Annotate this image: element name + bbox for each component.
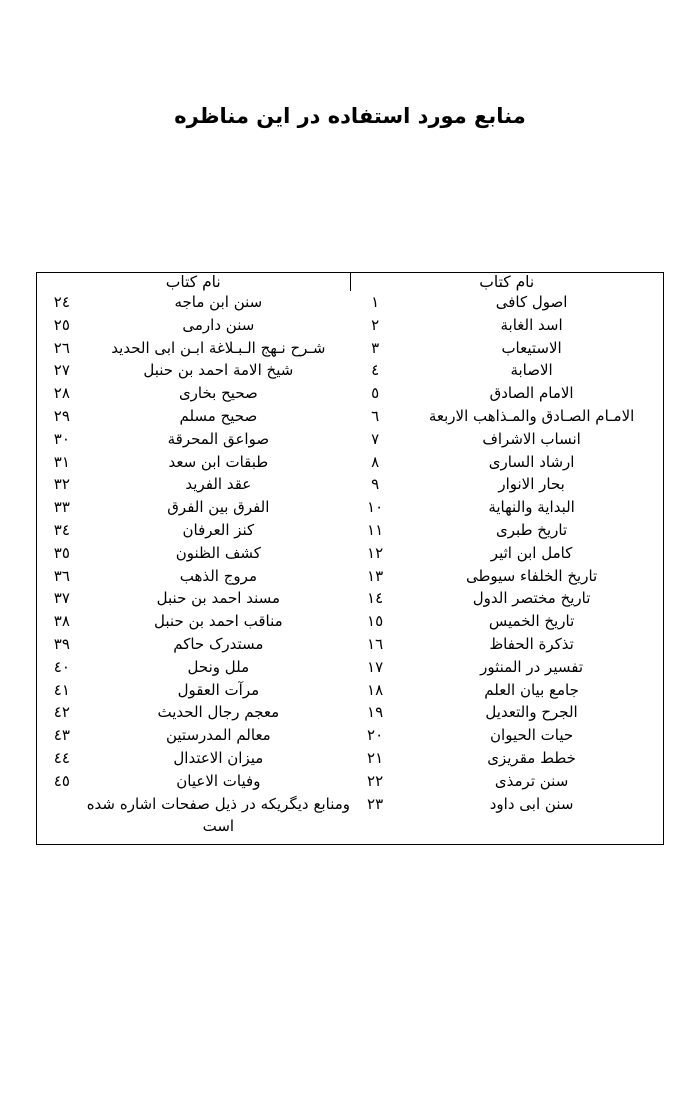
book-name-right: الجرح والتعديل	[485, 703, 578, 722]
book-number-right: ١٧	[367, 657, 384, 676]
book-number-right: ١٩	[367, 703, 384, 722]
column-header-name-right: نام كتاب	[350, 273, 663, 292]
book-name-left: ومنابع ديگريكه در ذيل صفحات اشاره شده است	[86, 794, 351, 836]
spacer-cell	[400, 838, 663, 845]
book-number-right: ٢١	[367, 748, 384, 767]
table-row	[37, 496, 664, 519]
table-row	[37, 473, 664, 496]
book-name-left: ملل ونحل	[187, 657, 250, 676]
book-number-left: ٣٩	[53, 634, 70, 653]
book-number-left: ٢٨	[53, 384, 70, 403]
book-name-right: تاريخ الخلفاء سيوطى	[465, 566, 598, 585]
book-name-right: خطط مقريزى	[487, 748, 576, 767]
book-number-right: ٧	[371, 429, 380, 448]
book-name-right: الاصابة	[510, 361, 553, 380]
book-number-right: ١٣	[367, 566, 384, 585]
book-number-left: ٢٤	[53, 293, 70, 311]
book-number-right: ٣	[371, 338, 380, 357]
table-row	[37, 701, 664, 724]
book-number-left: ٣٠	[53, 429, 70, 448]
book-name-left: شـرح نـهج الـبـلاغة ابـن ابى الحديد	[111, 338, 326, 357]
table-row	[37, 679, 664, 702]
book-number-right: ١٤	[367, 589, 384, 608]
book-name-left: مسند احمد بن حنبل	[156, 589, 281, 608]
book-name-left: مرآت العقول	[177, 680, 260, 699]
book-name-left: شيخ الامة احمد بن حنبل	[143, 361, 294, 380]
table-row	[37, 656, 664, 679]
table-row	[37, 770, 664, 793]
book-name-left: طبقات ابن سعد	[168, 452, 269, 471]
table-header-row	[37, 273, 664, 292]
book-name-left: مناقب احمد بن حنبل	[154, 612, 283, 631]
book-number-right: ١٥	[367, 612, 384, 631]
column-header-name-left: نام كتاب	[165, 273, 221, 291]
book-number-left: ٣٣	[53, 498, 70, 517]
table-row	[37, 405, 664, 428]
book-number-left: ٤٣	[53, 726, 70, 745]
book-number-left: ٤٠	[53, 657, 70, 676]
book-name-right: تاريخ طبرى	[496, 520, 568, 539]
table-body	[37, 291, 664, 845]
spacer-cell	[87, 838, 350, 845]
table-row	[37, 542, 664, 565]
table-row	[37, 747, 664, 770]
table-row	[37, 793, 664, 839]
references-table-wrapper	[36, 272, 664, 845]
table-row	[37, 428, 664, 451]
book-name-left: سنن دارمى	[182, 315, 255, 334]
book-name-left: معالم المدرستين	[165, 726, 271, 745]
book-number-right: ٢٣	[367, 794, 384, 813]
book-name-right: سنن ترمذى	[494, 771, 569, 790]
book-number-right: ٢٠	[367, 726, 384, 745]
book-number-right: ١	[371, 293, 380, 311]
book-name-left: عقد الفريد	[185, 475, 252, 494]
table-row	[37, 337, 664, 360]
table-bottom-spacer	[37, 838, 664, 845]
book-number-right: ٥	[371, 384, 380, 403]
book-number-left: ٣١	[53, 452, 70, 471]
book-number-left: ٢٩	[53, 406, 70, 425]
book-name-left: الفرق بين الفرق	[167, 498, 270, 517]
book-name-right: تاريخ الخميس	[488, 612, 575, 631]
book-number-right: ٢	[371, 315, 380, 334]
book-number-left: ٢٦	[53, 338, 70, 357]
book-name-right: تفسير در المنثور	[480, 657, 584, 676]
spacer-cell	[37, 838, 87, 845]
book-number-left	[37, 793, 87, 839]
book-number-left: ٢٥	[53, 315, 70, 334]
references-table	[36, 272, 664, 845]
table-row	[37, 565, 664, 588]
book-number-left: ٢٧	[53, 361, 70, 380]
book-number-right: ٨	[371, 452, 380, 471]
book-name-left: سنن ابن ماجه	[174, 293, 263, 311]
spacer-cell	[350, 838, 400, 845]
book-name-left: مستدرک حاكم	[173, 634, 264, 653]
book-name-right: الامام الصادق	[489, 384, 574, 403]
book-name-left: صواعق المحرقة	[167, 429, 270, 448]
book-name-right: حيات الحيوان	[490, 726, 574, 745]
book-number-right: ٢٢	[367, 771, 384, 790]
book-number-right: ١٢	[367, 543, 384, 562]
book-number-left: ٣٢	[53, 475, 70, 494]
book-number-left: ٣٨	[53, 612, 70, 631]
book-name-right: انساب الاشراف	[482, 429, 581, 448]
book-name-left: كنز العرفان	[182, 520, 255, 539]
book-name-right: الامـام الصـادق والمـذاهب الاربعة	[428, 406, 635, 425]
book-number-left: ٣٥	[53, 543, 70, 562]
book-number-right: ١٦	[367, 634, 384, 653]
book-name-right: ارشاد السارى	[488, 452, 575, 471]
book-name-right: تذكرة الحفاظ	[489, 634, 574, 653]
book-name-right: سنن ابى داود	[489, 794, 574, 813]
book-number-left: ٣٦	[53, 566, 70, 585]
book-number-right: ١١	[367, 520, 384, 539]
book-name-left: معجم رجال الحديث	[157, 703, 280, 722]
table-row	[37, 451, 664, 474]
book-name-right: اصول كافی	[495, 293, 568, 311]
book-number-right: ١٠	[367, 498, 384, 517]
page-title: منابع مورد استفاده در این مناظره	[174, 104, 526, 128]
book-name-left: صحيح مسلم	[179, 406, 258, 425]
book-number-right: ١٨	[367, 680, 384, 699]
book-name-left: صحيح بخارى	[178, 384, 258, 403]
book-name-left: مروج الذهب	[179, 566, 257, 585]
table-row	[37, 633, 664, 656]
book-number-left: ٣٧	[53, 589, 70, 608]
table-row	[37, 519, 664, 542]
table-row	[37, 587, 664, 610]
book-name-left: وفيات الاعيان	[176, 771, 261, 790]
book-number-right: ٤	[371, 361, 380, 380]
table-row	[37, 314, 664, 337]
table-row	[37, 359, 664, 382]
book-name-left: ميزان الاعتدال	[173, 748, 264, 767]
book-number-left: ٤٢	[53, 703, 70, 722]
document-page	[0, 104, 700, 1097]
book-number-left: ٤١	[53, 680, 70, 699]
table-row	[37, 610, 664, 633]
table-row	[37, 291, 664, 314]
book-name-right: البداية والنهاية	[488, 498, 575, 517]
book-name-right: الاستيعاب	[501, 338, 562, 357]
book-name-right: بحار الانوار	[498, 475, 565, 494]
book-name-right: جامع بيان العلم	[484, 680, 579, 699]
book-number-right: ٦	[371, 406, 380, 425]
book-name-right: كامل ابن اثير	[490, 543, 573, 562]
book-number-left: ٤٤	[53, 748, 70, 767]
book-name-right: اسد الغابة	[500, 315, 563, 334]
book-number-right: ٩	[371, 475, 380, 494]
book-name-left: كشف الظنون	[175, 543, 261, 562]
table-row	[37, 724, 664, 747]
book-name-right: تاريخ مختصر الدول	[472, 589, 591, 608]
book-number-left: ٣٤	[53, 520, 70, 539]
table-row	[37, 382, 664, 405]
book-number-left: ٤٥	[53, 771, 70, 790]
